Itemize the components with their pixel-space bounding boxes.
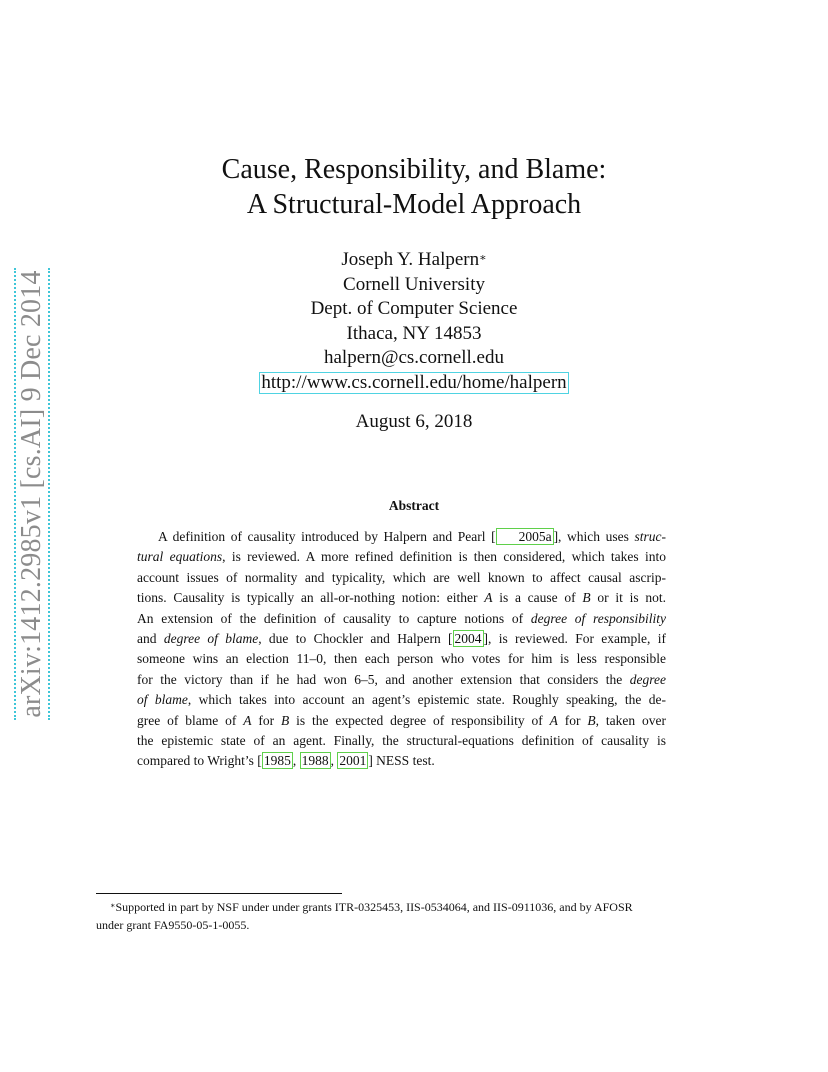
author-address: Ithaca, NY 14853 [346, 322, 482, 344]
citation-link[interactable]: 2004 [454, 631, 482, 647]
paper-date: August 6, 2018 [355, 411, 473, 432]
title-line-2: A Structural-Model Approach [246, 189, 582, 220]
abstract-line: someone wins an election 11–0, then each person who votes for him is less responsible [137, 651, 666, 667]
arxiv-identifier[interactable]: arXiv:1412.2985v1 [cs.AI] 9 Dec 2014 [16, 270, 47, 718]
author-email: halpern@cs.cornell.edu [324, 347, 504, 368]
author-name: Joseph Y. Halpern [341, 249, 480, 270]
math-variable: B [587, 712, 596, 728]
abstract-line: the epistemic state of an agent. Finally, the structural-equations definition of causality is [137, 733, 666, 749]
citation-link[interactable]: 1988 [301, 753, 329, 769]
math-variable: B [280, 712, 290, 728]
citation-link[interactable]: 2005a [496, 528, 554, 545]
abstract-line: compared to Wright’s [ 1985 , 1988 , 2001 ] NESS test. [137, 753, 435, 769]
title-line-1: Cause, Responsibility, and Blame: [221, 154, 607, 185]
math-variable: A [549, 712, 558, 728]
footnote-mark: ∗ [110, 901, 116, 910]
abstract-heading: Abstract [388, 498, 440, 513]
abstract-line: and degree of blame, due to Chockler and Halpern [ 2004 ], is reviewed. For example, if [137, 631, 666, 647]
abstract-line: A definition of causality introduced by Halpern and Pearl [ 2005a ], which uses struc- [158, 529, 666, 544]
abstract-line: of blame, which takes into account an agent’s epistemic state. Roughly speaking, the de- [137, 692, 667, 708]
author-footnote-mark[interactable]: ∗ [479, 252, 487, 264]
paper-title [0, 152, 828, 222]
abstract-line: for the victory than if he had won 6–5, and another extension that considers the degree [137, 671, 666, 687]
abstract-body [137, 527, 666, 772]
citation-link[interactable]: 1985 [263, 753, 291, 769]
footnote-line: under grant FA9550-05-1-0055. [96, 918, 250, 932]
author-name-line [0, 248, 828, 273]
math-variable: A [243, 712, 252, 728]
author-url-line [0, 371, 828, 396]
abstract-line: tions. Causality is typically an all-or-nothing notion: either A is a cause of B or it is not. [137, 590, 666, 606]
footnote [96, 898, 708, 934]
author-homepage-link[interactable]: http://www.cs.cornell.edu/home/halpern [261, 371, 567, 393]
citation-link[interactable]: 2001 [339, 753, 367, 769]
math-variable: B [582, 590, 591, 606]
abstract-line: An extension of the definition of causality to capture notions of degree of responsibility [137, 610, 666, 626]
author-department: Dept. of Computer Science [310, 298, 518, 319]
footnote-rule [96, 893, 342, 894]
author-affiliation: Cornell University [343, 273, 485, 295]
math-variable: A [484, 590, 493, 606]
abstract-line: tural equations, is reviewed. A more refined definition is then considered, which takes into [137, 549, 666, 565]
footnote-line: ∗Supported in part by NSF under under grants ITR-0325453, IIS-0534064, and IIS-0911036, and by AFOSR [110, 900, 633, 914]
abstract-line: gree of blame of A for B is the expected degree of responsibility of A for B, taken over [137, 712, 666, 728]
author-block [0, 248, 828, 395]
abstract-line: account issues of normality and typicality, which are well known to affect causal ascrip- [137, 569, 666, 585]
